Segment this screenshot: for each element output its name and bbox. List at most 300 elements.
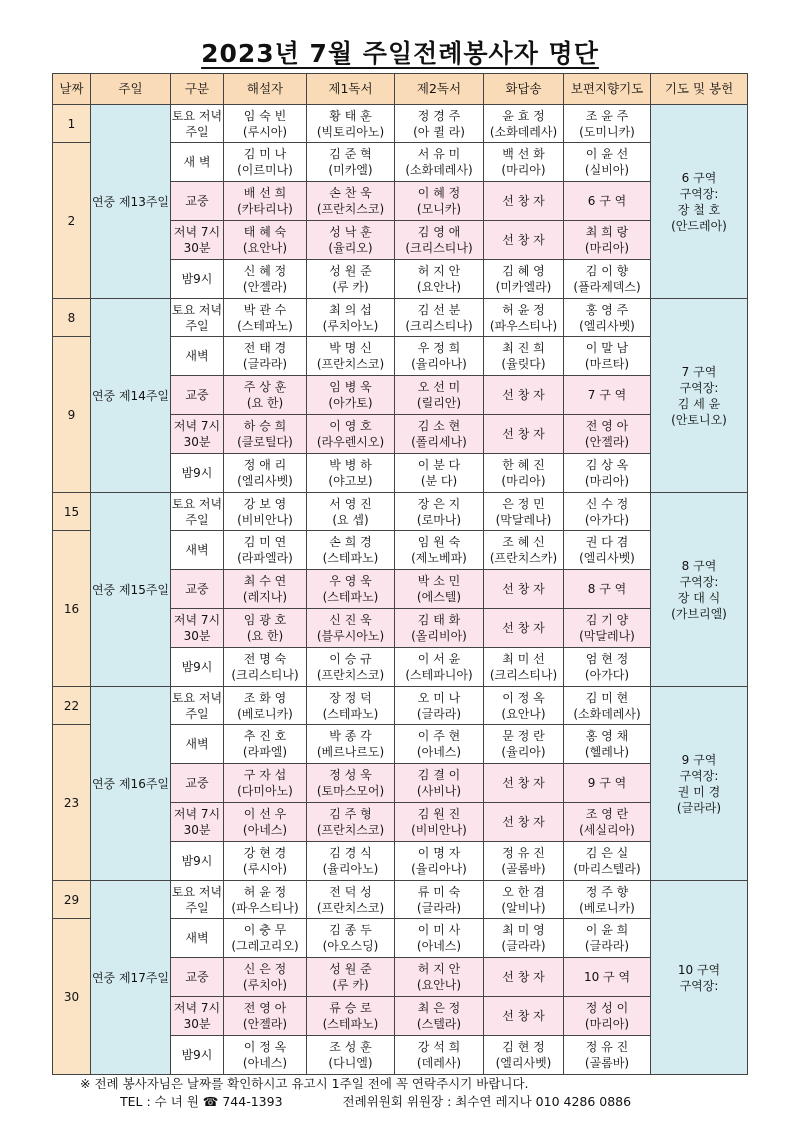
volunteer-name: 은 정 민 bbox=[502, 496, 545, 511]
volunteer-cell bbox=[564, 1036, 651, 1075]
baptismal-name: (안젤라) bbox=[584, 435, 630, 449]
volunteer-cell bbox=[484, 376, 564, 415]
column-header: 구분 bbox=[171, 74, 224, 105]
volunteer-cell bbox=[564, 842, 651, 881]
page-title-text: 2023년 7월 주일전례봉사자 명단 bbox=[201, 39, 599, 68]
volunteer-name: 서 영 진 bbox=[329, 496, 372, 511]
volunteer-name: 이 미 사 bbox=[417, 923, 461, 937]
volunteer-name: 신 은 정 bbox=[243, 962, 287, 976]
sunday-name-cell: 연중 제13주일 bbox=[91, 105, 171, 299]
volunteer-name: 추 진 호 bbox=[243, 729, 287, 743]
date-cell: 22 bbox=[53, 687, 91, 725]
baptismal-name: (분 다) bbox=[420, 474, 458, 488]
volunteer-cell bbox=[564, 687, 651, 725]
baptismal-name: (율리아노) bbox=[322, 862, 379, 876]
volunteer-cell bbox=[307, 1036, 395, 1075]
volunteer-name: 오 한 겸 bbox=[502, 884, 545, 899]
volunteer-cell bbox=[224, 997, 307, 1036]
volunteer-cell bbox=[307, 725, 395, 764]
service-category bbox=[171, 919, 224, 958]
sunday-name-cell: 연중 제16주일 bbox=[91, 687, 171, 881]
service-category bbox=[171, 260, 224, 299]
baptismal-name: (안젤라) bbox=[242, 1017, 288, 1031]
volunteer-cell bbox=[307, 299, 395, 337]
volunteer-cell bbox=[484, 687, 564, 725]
baptismal-name: (아가다) bbox=[584, 512, 630, 527]
volunteer-name: 이 말 남 bbox=[585, 341, 629, 355]
volunteer-cell bbox=[564, 299, 651, 337]
volunteer-name: 선 창 자 bbox=[502, 1009, 545, 1023]
volunteer-cell bbox=[395, 299, 484, 337]
volunteer-cell bbox=[224, 415, 307, 454]
baptismal-name: (다미아노) bbox=[237, 784, 293, 798]
volunteer-name: 조 혜 신 bbox=[502, 535, 545, 549]
volunteer-name: 이 윤 희 bbox=[585, 923, 629, 937]
baptismal-name: (다니엘) bbox=[328, 1056, 373, 1070]
volunteer-name: 김 이 향 bbox=[585, 264, 629, 278]
baptismal-name: (라파엘) bbox=[242, 745, 288, 759]
volunteer-cell bbox=[307, 221, 395, 260]
baptismal-name: (파우스티나) bbox=[231, 900, 299, 915]
district-note: (안토니오) bbox=[671, 412, 727, 427]
baptismal-name: (루치아노) bbox=[322, 318, 379, 333]
volunteer-cell bbox=[564, 919, 651, 958]
volunteer-name: 권 다 겸 bbox=[585, 535, 629, 549]
volunteer-cell bbox=[395, 958, 484, 997]
volunteer-name: 최 의 섭 bbox=[329, 302, 372, 317]
volunteer-cell bbox=[484, 881, 564, 919]
volunteer-cell bbox=[307, 260, 395, 299]
volunteer-name: 신 혜 정 bbox=[243, 264, 287, 278]
baptismal-name: (미카엘라) bbox=[495, 280, 552, 294]
volunteer-cell bbox=[224, 299, 307, 337]
volunteer-cell bbox=[484, 570, 564, 609]
volunteer-cell bbox=[564, 648, 651, 687]
volunteer-cell bbox=[395, 105, 484, 143]
page-title bbox=[0, 34, 800, 70]
footer-tel: TEL : 수 녀 원 ☎ 744-1393 bbox=[120, 1094, 283, 1109]
volunteer-name: 문 정 란 bbox=[502, 729, 545, 743]
district-note: 구역장: bbox=[679, 574, 719, 589]
volunteer-name: 임 광 호 bbox=[243, 613, 287, 627]
baptismal-name: (글라라) bbox=[416, 900, 462, 915]
volunteer-cell bbox=[564, 570, 651, 609]
volunteer-cell bbox=[484, 997, 564, 1036]
service-category bbox=[171, 997, 224, 1036]
service-category-label: 교중 bbox=[185, 970, 209, 984]
volunteer-cell bbox=[395, 143, 484, 182]
volunteer-cell bbox=[307, 764, 395, 803]
volunteer-cell bbox=[307, 376, 395, 415]
volunteer-name: 홍 영 채 bbox=[585, 729, 629, 743]
volunteer-name: 최 미 선 bbox=[502, 652, 545, 666]
volunteer-name: 구 자 섭 bbox=[243, 768, 287, 782]
baptismal-name: (마리스텔라) bbox=[573, 862, 641, 876]
volunteer-name: 이 서 윤 bbox=[417, 652, 461, 666]
volunteer-name: 서 유 미 bbox=[417, 147, 461, 161]
volunteer-cell bbox=[307, 415, 395, 454]
volunteer-name: 정 애 리 bbox=[243, 458, 287, 472]
volunteer-name: 이 영 호 bbox=[329, 419, 372, 433]
volunteer-cell bbox=[395, 531, 484, 570]
volunteer-cell bbox=[395, 1036, 484, 1075]
offering-district-cell bbox=[651, 493, 748, 687]
volunteer-name: 선 창 자 bbox=[502, 194, 545, 208]
volunteer-name: 김 상 옥 bbox=[585, 458, 629, 472]
volunteer-cell bbox=[484, 958, 564, 997]
baptismal-name: (도미니카) bbox=[579, 124, 635, 139]
baptismal-name: (헬레나) bbox=[584, 745, 630, 759]
volunteer-name: 김 결 이 bbox=[417, 768, 461, 782]
volunteer-name: 9 구 역 bbox=[587, 776, 627, 790]
volunteer-cell bbox=[307, 803, 395, 842]
volunteer-cell bbox=[395, 454, 484, 493]
volunteer-cell bbox=[564, 454, 651, 493]
volunteer-cell bbox=[224, 958, 307, 997]
service-category-label: 새벽 bbox=[185, 543, 209, 557]
volunteer-name: 배 선 희 bbox=[243, 186, 287, 200]
volunteer-cell bbox=[224, 531, 307, 570]
volunteer-cell bbox=[224, 337, 307, 376]
volunteer-name: 김 준 혁 bbox=[329, 147, 372, 161]
district-note: 10 구역 bbox=[677, 962, 721, 977]
volunteer-cell bbox=[484, 1036, 564, 1075]
offering-district-cell bbox=[651, 299, 748, 493]
volunteer-cell bbox=[564, 531, 651, 570]
volunteer-cell bbox=[224, 182, 307, 221]
volunteer-cell bbox=[307, 648, 395, 687]
volunteer-cell bbox=[484, 919, 564, 958]
service-category-label: 새벽 bbox=[185, 737, 209, 751]
service-category-label: 토요 저녁주일 bbox=[171, 108, 223, 139]
baptismal-name: (베로니카) bbox=[237, 706, 293, 721]
service-category bbox=[171, 454, 224, 493]
baptismal-name: (제노베파) bbox=[411, 551, 467, 565]
baptismal-name: (스테파노) bbox=[322, 551, 379, 565]
volunteer-cell bbox=[307, 919, 395, 958]
volunteer-cell bbox=[224, 881, 307, 919]
baptismal-name: (소화데레사) bbox=[405, 163, 473, 177]
volunteer-cell bbox=[564, 260, 651, 299]
volunteer-cell bbox=[564, 493, 651, 531]
volunteer-name: 장 정 덕 bbox=[329, 690, 372, 705]
volunteer-name: 선 창 자 bbox=[502, 776, 545, 790]
service-category-label: 토요 저녁주일 bbox=[171, 496, 223, 527]
baptismal-name: (크리스티나) bbox=[231, 668, 299, 682]
service-category bbox=[171, 182, 224, 221]
volunteer-cell bbox=[484, 493, 564, 531]
service-category bbox=[171, 1036, 224, 1075]
volunteer-cell bbox=[224, 764, 307, 803]
sunday-name-cell: 연중 제15주일 bbox=[91, 493, 171, 687]
baptismal-name: (율리아) bbox=[501, 745, 546, 759]
volunteer-cell bbox=[224, 919, 307, 958]
baptismal-name: (아네스) bbox=[242, 1056, 288, 1070]
volunteer-name: 우 영 욱 bbox=[329, 574, 372, 588]
baptismal-name: (율리오) bbox=[328, 241, 373, 255]
date-cell: 1 bbox=[53, 105, 91, 143]
district-note: 8 구역 bbox=[681, 558, 717, 573]
baptismal-name: (글라라) bbox=[584, 939, 630, 953]
baptismal-name: (프란치스코) bbox=[316, 668, 385, 682]
service-category bbox=[171, 648, 224, 687]
volunteer-name: 선 창 자 bbox=[502, 582, 545, 596]
volunteer-name: 이 선 우 bbox=[243, 807, 287, 821]
volunteer-name: 우 정 희 bbox=[417, 341, 461, 355]
baptismal-name: (요 한) bbox=[246, 396, 284, 410]
service-category bbox=[171, 609, 224, 648]
baptismal-name: (골롬바) bbox=[584, 1056, 630, 1070]
volunteer-name: 박 관 수 bbox=[243, 302, 287, 317]
baptismal-name: (마리아) bbox=[501, 163, 546, 177]
baptismal-name: (엘리사벳) bbox=[579, 318, 635, 333]
volunteer-name: 이 혜 정 bbox=[417, 186, 461, 200]
volunteer-name: 허 윤 정 bbox=[502, 302, 545, 317]
volunteer-cell bbox=[484, 648, 564, 687]
baptismal-name: (클로틸다) bbox=[237, 435, 293, 449]
volunteer-name: 이 주 현 bbox=[417, 729, 461, 743]
volunteer-name: 선 창 자 bbox=[502, 970, 545, 984]
volunteer-cell bbox=[395, 609, 484, 648]
volunteer-cell bbox=[395, 260, 484, 299]
volunteer-cell bbox=[224, 803, 307, 842]
service-category-label: 새벽 bbox=[185, 349, 209, 363]
volunteer-name: 이 윤 선 bbox=[585, 147, 629, 161]
baptismal-name: (베르나르도) bbox=[316, 745, 385, 759]
volunteer-cell bbox=[307, 454, 395, 493]
baptismal-name: (마리아) bbox=[584, 241, 630, 255]
volunteer-name: 윤 효 정 bbox=[502, 108, 545, 123]
service-category bbox=[171, 687, 224, 725]
volunteer-cell bbox=[395, 337, 484, 376]
baptismal-name: (프란치스카) bbox=[489, 551, 558, 565]
service-category bbox=[171, 881, 224, 919]
volunteer-name: 선 창 자 bbox=[502, 233, 545, 247]
service-category bbox=[171, 415, 224, 454]
volunteer-name: 김 미 나 bbox=[243, 147, 287, 161]
volunteer-cell bbox=[484, 454, 564, 493]
volunteer-cell bbox=[307, 881, 395, 919]
baptismal-name: (루 카) bbox=[332, 280, 369, 294]
volunteer-cell bbox=[307, 997, 395, 1036]
volunteer-cell bbox=[564, 725, 651, 764]
service-category-label: 교중 bbox=[185, 194, 209, 208]
service-category bbox=[171, 842, 224, 881]
service-category bbox=[171, 493, 224, 531]
column-header: 날짜 bbox=[53, 74, 91, 105]
volunteer-name: 10 구 역 bbox=[583, 970, 631, 984]
baptismal-name: (요안나) bbox=[501, 706, 546, 721]
volunteer-name: 전 덕 성 bbox=[329, 884, 372, 899]
volunteer-name: 조 화 영 bbox=[243, 690, 287, 705]
volunteer-name: 류 미 숙 bbox=[417, 884, 461, 899]
volunteer-name: 오 미 나 bbox=[417, 690, 461, 705]
volunteer-cell bbox=[224, 648, 307, 687]
volunteer-name: 이 분 다 bbox=[417, 458, 461, 472]
volunteer-name: 허 지 안 bbox=[417, 962, 461, 976]
volunteer-name: 황 태 훈 bbox=[329, 108, 372, 123]
baptismal-name: (안젤라) bbox=[242, 280, 288, 294]
volunteer-cell bbox=[484, 415, 564, 454]
volunteer-cell bbox=[484, 299, 564, 337]
volunteer-name: 정 유 진 bbox=[502, 846, 545, 860]
baptismal-name: (에스텔) bbox=[416, 590, 462, 604]
volunteer-cell bbox=[307, 570, 395, 609]
date-cell: 30 bbox=[53, 919, 91, 1075]
sunday-name-cell: 연중 제14주일 bbox=[91, 299, 171, 493]
service-category bbox=[171, 376, 224, 415]
volunteer-name: 류 승 로 bbox=[329, 1001, 372, 1015]
volunteer-name: 성 원 준 bbox=[329, 264, 372, 278]
volunteer-name: 김 은 실 bbox=[585, 846, 629, 860]
volunteer-cell bbox=[484, 842, 564, 881]
volunteer-cell bbox=[484, 337, 564, 376]
column-header: 화답송 bbox=[484, 74, 564, 105]
baptismal-name: (요 셉) bbox=[332, 512, 369, 527]
offering-district-cell bbox=[651, 105, 748, 299]
service-category-label: 밤9시 bbox=[181, 272, 213, 286]
volunteer-name: 선 창 자 bbox=[502, 621, 545, 635]
volunteer-cell bbox=[307, 842, 395, 881]
volunteer-cell bbox=[484, 609, 564, 648]
service-category-label: 저녁 7시30분 bbox=[173, 1001, 221, 1031]
volunteer-name: 박 병 하 bbox=[329, 458, 372, 472]
volunteer-name: 조 영 란 bbox=[585, 807, 629, 821]
volunteer-name: 정 경 주 bbox=[417, 108, 461, 123]
date-cell: 2 bbox=[53, 143, 91, 299]
volunteer-cell bbox=[484, 260, 564, 299]
volunteer-name: 최 미 영 bbox=[502, 923, 545, 937]
volunteer-name: 김 원 진 bbox=[417, 807, 461, 821]
volunteer-cell bbox=[564, 221, 651, 260]
baptismal-name: (카타리나) bbox=[237, 202, 293, 216]
service-category-label: 토요 저녁주일 bbox=[171, 690, 223, 721]
baptismal-name: (이르미나) bbox=[237, 163, 293, 177]
service-category bbox=[171, 299, 224, 337]
volunteer-name: 박 종 각 bbox=[329, 729, 372, 743]
volunteer-cell bbox=[307, 687, 395, 725]
volunteer-cell bbox=[395, 376, 484, 415]
baptismal-name: (아오스딩) bbox=[322, 939, 379, 953]
volunteer-cell bbox=[224, 105, 307, 143]
baptismal-name: (세실리아) bbox=[579, 823, 635, 837]
volunteer-name: 김 경 식 bbox=[329, 846, 372, 860]
volunteer-cell bbox=[224, 725, 307, 764]
volunteer-cell bbox=[307, 958, 395, 997]
volunteer-cell bbox=[395, 919, 484, 958]
district-note: 6 구역 bbox=[681, 170, 717, 185]
volunteer-name: 정 성 이 bbox=[585, 1001, 629, 1015]
baptismal-name: (그레고리오) bbox=[231, 939, 299, 953]
volunteer-cell bbox=[395, 725, 484, 764]
volunteer-cell bbox=[395, 648, 484, 687]
volunteer-cell bbox=[564, 958, 651, 997]
baptismal-name: (아가토) bbox=[328, 396, 373, 410]
volunteer-name: 하 승 희 bbox=[243, 419, 287, 433]
volunteer-cell bbox=[484, 725, 564, 764]
baptismal-name: (비비안나) bbox=[411, 823, 467, 837]
column-header: 보편지향기도 bbox=[564, 74, 651, 105]
volunteer-cell bbox=[395, 182, 484, 221]
volunteer-cell bbox=[224, 260, 307, 299]
baptismal-name: (엘리사벳) bbox=[579, 551, 635, 565]
volunteer-name: 전 영 아 bbox=[243, 1001, 287, 1015]
service-category-label: 밤9시 bbox=[181, 660, 213, 674]
baptismal-name: (라우렌시오) bbox=[316, 435, 385, 449]
volunteer-cell bbox=[395, 687, 484, 725]
baptismal-name: (데레사) bbox=[416, 1056, 462, 1070]
saturday-row bbox=[53, 105, 748, 143]
volunteer-name: 김 혜 영 bbox=[502, 264, 545, 278]
baptismal-name: (막달레나) bbox=[495, 512, 552, 527]
baptismal-name: (블루시아노) bbox=[316, 629, 385, 643]
saturday-row bbox=[53, 299, 748, 337]
district-note: (안드레아) bbox=[671, 218, 727, 233]
baptismal-name: (로마나) bbox=[416, 512, 462, 527]
volunteer-name: 김 기 양 bbox=[585, 613, 629, 627]
baptismal-name: (레지나) bbox=[242, 590, 288, 604]
volunteer-name: 선 창 자 bbox=[502, 388, 545, 402]
service-category bbox=[171, 803, 224, 842]
volunteer-cell bbox=[564, 803, 651, 842]
volunteer-cell bbox=[484, 105, 564, 143]
volunteer-name: 허 지 안 bbox=[417, 264, 461, 278]
date-cell: 15 bbox=[53, 493, 91, 531]
volunteer-cell bbox=[224, 687, 307, 725]
volunteer-name: 허 윤 정 bbox=[243, 884, 287, 899]
volunteer-cell bbox=[307, 337, 395, 376]
service-category-label: 저녁 7시30분 bbox=[173, 225, 221, 255]
baptismal-name: (프란치스코) bbox=[316, 357, 385, 371]
service-category bbox=[171, 570, 224, 609]
volunteer-cell bbox=[224, 454, 307, 493]
volunteer-name: 장 은 지 bbox=[417, 496, 461, 511]
volunteer-cell bbox=[224, 1036, 307, 1075]
volunteer-name: 임 숙 빈 bbox=[243, 108, 287, 123]
district-note: 장 철 호 bbox=[677, 202, 721, 217]
baptismal-name: (스테파노) bbox=[237, 318, 293, 333]
volunteer-cell bbox=[224, 143, 307, 182]
volunteer-name: 최 은 정 bbox=[417, 1001, 461, 1015]
service-category-label: 교중 bbox=[185, 776, 209, 790]
baptismal-name: (프란치스코) bbox=[316, 900, 385, 915]
date-cell: 9 bbox=[53, 337, 91, 493]
volunteer-name: 엄 현 정 bbox=[585, 652, 629, 666]
volunteer-name: 김 현 정 bbox=[502, 1040, 545, 1054]
volunteer-cell bbox=[564, 337, 651, 376]
baptismal-name: (요안나) bbox=[416, 978, 462, 992]
district-note: (글라라) bbox=[676, 800, 722, 815]
volunteer-name: 강 보 영 bbox=[243, 496, 287, 511]
volunteer-cell bbox=[564, 415, 651, 454]
baptismal-name: (크리스티나) bbox=[405, 318, 473, 333]
volunteer-name: 김 미 연 bbox=[243, 535, 287, 549]
baptismal-name: (미카엘) bbox=[328, 163, 373, 177]
baptismal-name: (마리아) bbox=[501, 474, 546, 488]
baptismal-name: (마리아) bbox=[584, 474, 630, 488]
volunteer-name: 최 희 랑 bbox=[585, 225, 629, 239]
volunteer-name: 성 낙 훈 bbox=[329, 225, 372, 239]
date-cell: 16 bbox=[53, 531, 91, 687]
service-category bbox=[171, 105, 224, 143]
volunteer-name: 이 명 자 bbox=[417, 846, 461, 860]
volunteer-name: 조 윤 주 bbox=[585, 108, 629, 123]
volunteer-name: 김 태 화 bbox=[417, 613, 461, 627]
service-category bbox=[171, 221, 224, 260]
baptismal-name: (아 퀼 라) bbox=[413, 124, 465, 139]
service-category-label: 교중 bbox=[185, 582, 209, 596]
date-cell: 29 bbox=[53, 881, 91, 919]
